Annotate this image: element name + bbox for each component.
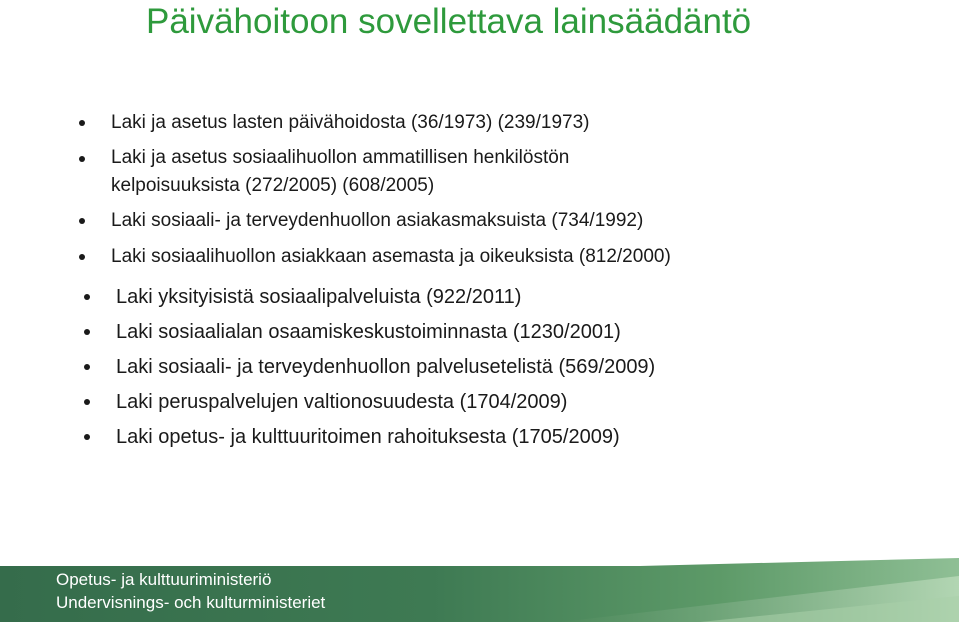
bullet-item xyxy=(0,108,671,138)
bullet-dot-icon xyxy=(84,399,90,405)
bullet-dot-icon xyxy=(84,329,90,335)
bullet-item xyxy=(0,385,655,420)
bullet-list-primary xyxy=(0,108,671,272)
bullet-text-line-1: Laki ja asetus sosiaalihuollon ammatillisen henkilöstön xyxy=(111,147,570,168)
bullet-item xyxy=(0,144,671,200)
bullet-dot-icon xyxy=(84,294,90,300)
bullet-item xyxy=(0,420,655,455)
bullet-text: Laki peruspalvelujen valtionosuudesta (1704/2009) xyxy=(116,391,568,413)
ministry-name-finnish: Opetus- ja kulttuuriministeriö xyxy=(56,570,272,589)
bullet-dot-icon xyxy=(79,120,85,126)
bullet-text: Laki sosiaali- ja terveydenhuollon palvelusetelistä (569/2009) xyxy=(116,356,656,378)
bullet-dot-icon xyxy=(84,364,90,370)
bullet-dot-icon xyxy=(84,434,90,440)
bullet-text: Laki sosiaali- ja terveydenhuollon asiakasmaksuista (734/1992) xyxy=(111,210,644,231)
bullet-dot-icon xyxy=(79,218,85,224)
bullet-text-line-2: kelpoisuuksista (272/2005) (608/2005) xyxy=(111,175,435,196)
bullet-text: Laki yksityisistä sosiaalipalveluista (922/2011) xyxy=(116,286,522,308)
ministry-footer xyxy=(0,556,959,622)
bullet-text: Laki sosiaalihuollon asiakkaan asemasta ja oikeuksista (812/2000) xyxy=(111,246,671,267)
slide-title: Päivähoitoon sovellettava lainsäädäntö xyxy=(146,2,752,41)
bullet-text: Laki opetus- ja kulttuuritoimen rahoituksesta (1705/2009) xyxy=(116,426,620,448)
bullet-item xyxy=(0,206,671,236)
bullet-item xyxy=(0,242,671,272)
bullet-item xyxy=(0,280,655,315)
bullet-text: Laki ja asetus lasten päivähoidosta (36/1973) (239/1973) xyxy=(111,112,590,133)
ministry-name-swedish: Undervisnings- och kulturministeriet xyxy=(56,593,326,612)
bullet-list-secondary xyxy=(0,280,655,455)
bullet-text: Laki sosiaalialan osaamiskeskustoiminnasta (1230/2001) xyxy=(116,321,621,343)
bullet-item xyxy=(0,350,655,385)
bullet-dot-icon xyxy=(79,254,85,260)
bullet-dot-icon xyxy=(79,156,85,162)
bullet-item xyxy=(0,315,655,350)
